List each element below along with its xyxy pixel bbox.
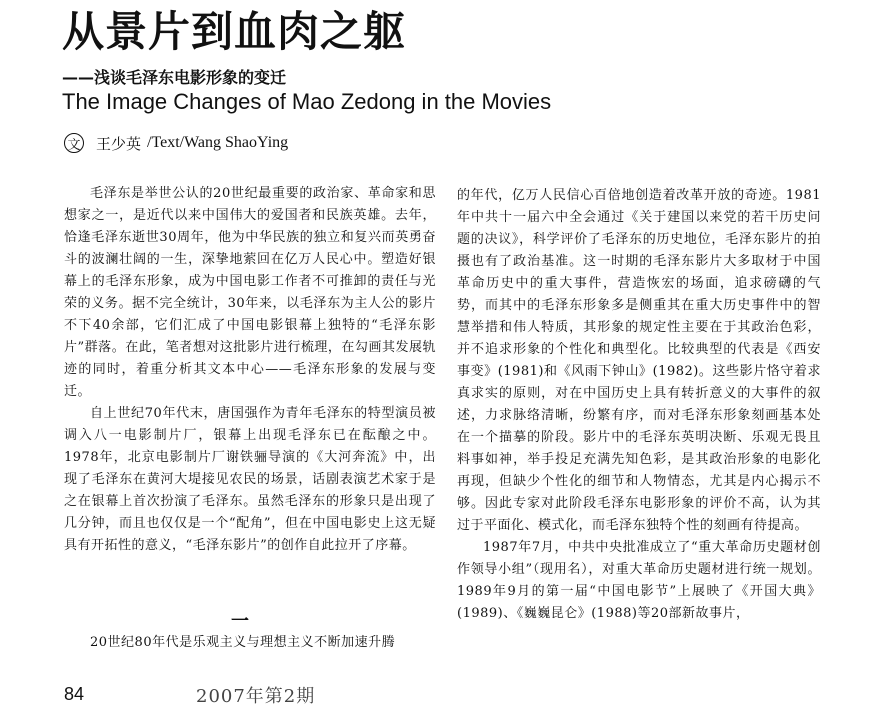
- author-credit: /Text/Wang ShaoYing: [147, 134, 289, 151]
- section-number: 一: [231, 611, 249, 632]
- author-name: 王少英: [96, 134, 142, 153]
- paragraph-seventies: 自上世纪70年代末，唐国强作为青年毛泽东的特型演员被调入八一电影制片厂，银幕上出现毛泽东已在酝酿之中。1978年，北京电影制片厂谢铁骊导演的《大河奔流》中，出现了毛泽东在黄河大堤接见农民的场景，话剧表演艺术家于是之在银幕上首次扮演了毛泽东。虽然毛泽东的形象只是出现了几分钟，而且也仅仅是一个“配角”，但在中国电影史上这无疑具有开拓性的意义，“毛泽东影片”的创作自此拉开了序幕。: [64, 406, 436, 553]
- text-badge-icon: 文: [64, 133, 84, 153]
- paragraph-1987: 1987年7月，中共中央批准成立了“重大革命历史题材创作领导小组”（现用名），对重大革命历史题材进行统一规划。1989年9月的第一届“中国电影节”上展映了《开国大典》(1989)、《巍巍昆仑》(1988)等20部新故事片，: [457, 540, 821, 621]
- right-column: [457, 185, 821, 625]
- page-number: 84: [64, 684, 85, 704]
- paragraph-eighties-start: 20世纪80年代是乐观主义与理想主义不断加速升腾: [90, 635, 396, 650]
- left-column: [64, 183, 436, 557]
- paragraph-eighties-cont: 的年代，亿万人民信心百倍地创造着改革开放的奇迹。1981年中共十一届六中全会通过《关于建国以来党的若干历史问题的决议》，科学评价了毛泽东的历史地位，毛泽东影片的拍摄也有了政治基准。这一时期的毛泽东影片大多取材于中国革命历史中的重大事件，营造恢宏的场面，追求磅礴的气势，而其中的毛泽东形象多是侧重其在重大历史事件中的智慧举措和伟人特质，其形象的规定性主要在于其政治色彩，并不追求形象的个性化和典型化。比较典型的代表是《西安事变》(1981)和《风雨下钟山》(1982)。这些影片恪守着求真求实的原则，对在中国历史上具有转折意义的大事件的叙述，力求脉络清晰，纷繁有序，而对毛泽东形象刻画基本处在一个描摹的阶段。影片中的毛泽东英明决断、乐观无畏且料事如神，举手投足充满先知色彩，是其政治形象的电影化再现，但缺少个性化的细节和人物情态，尤其是内心揭示不够。因此专家对此阶段毛泽东电影形象的评价不高，认为其过于平面化、模式化，而毛泽东独特个性的刻画有待提高。: [457, 188, 821, 533]
- byline: [64, 131, 288, 155]
- article-title: 从景片到血肉之躯: [62, 7, 407, 56]
- paragraph-intro: 毛泽东是举世公认的20世纪最重要的政治家、革命家和思想家之一，是近代以来中国伟大的爱国者和民族英雄。去年，恰逢毛泽东逝世30周年，他为中华民族的独立和复兴而英勇奋斗的波澜壮阔的一生，深挚地萦回在亿万人民心中。塑造好银幕上的毛泽东形象，成为中国电影工作者不可推卸的责任与光荣的义务。据不完全统计，30年来，以毛泽东为主人公的影片不下40余部，它们汇成了中国电影银幕上独特的“毛泽东影片”群落。在此，笔者想对这批影片进行梳理，在勾画其发展轨迹的同时，着重分析其文本中心——毛泽东形象的发展与变迁。: [64, 186, 436, 399]
- issue-label: 2007年第2期: [196, 686, 316, 707]
- article-subtitle: ——浅谈毛泽东电影形象的变迁: [62, 68, 287, 87]
- english-title: The Image Changes of Mao Zedong in the Movies: [62, 89, 552, 114]
